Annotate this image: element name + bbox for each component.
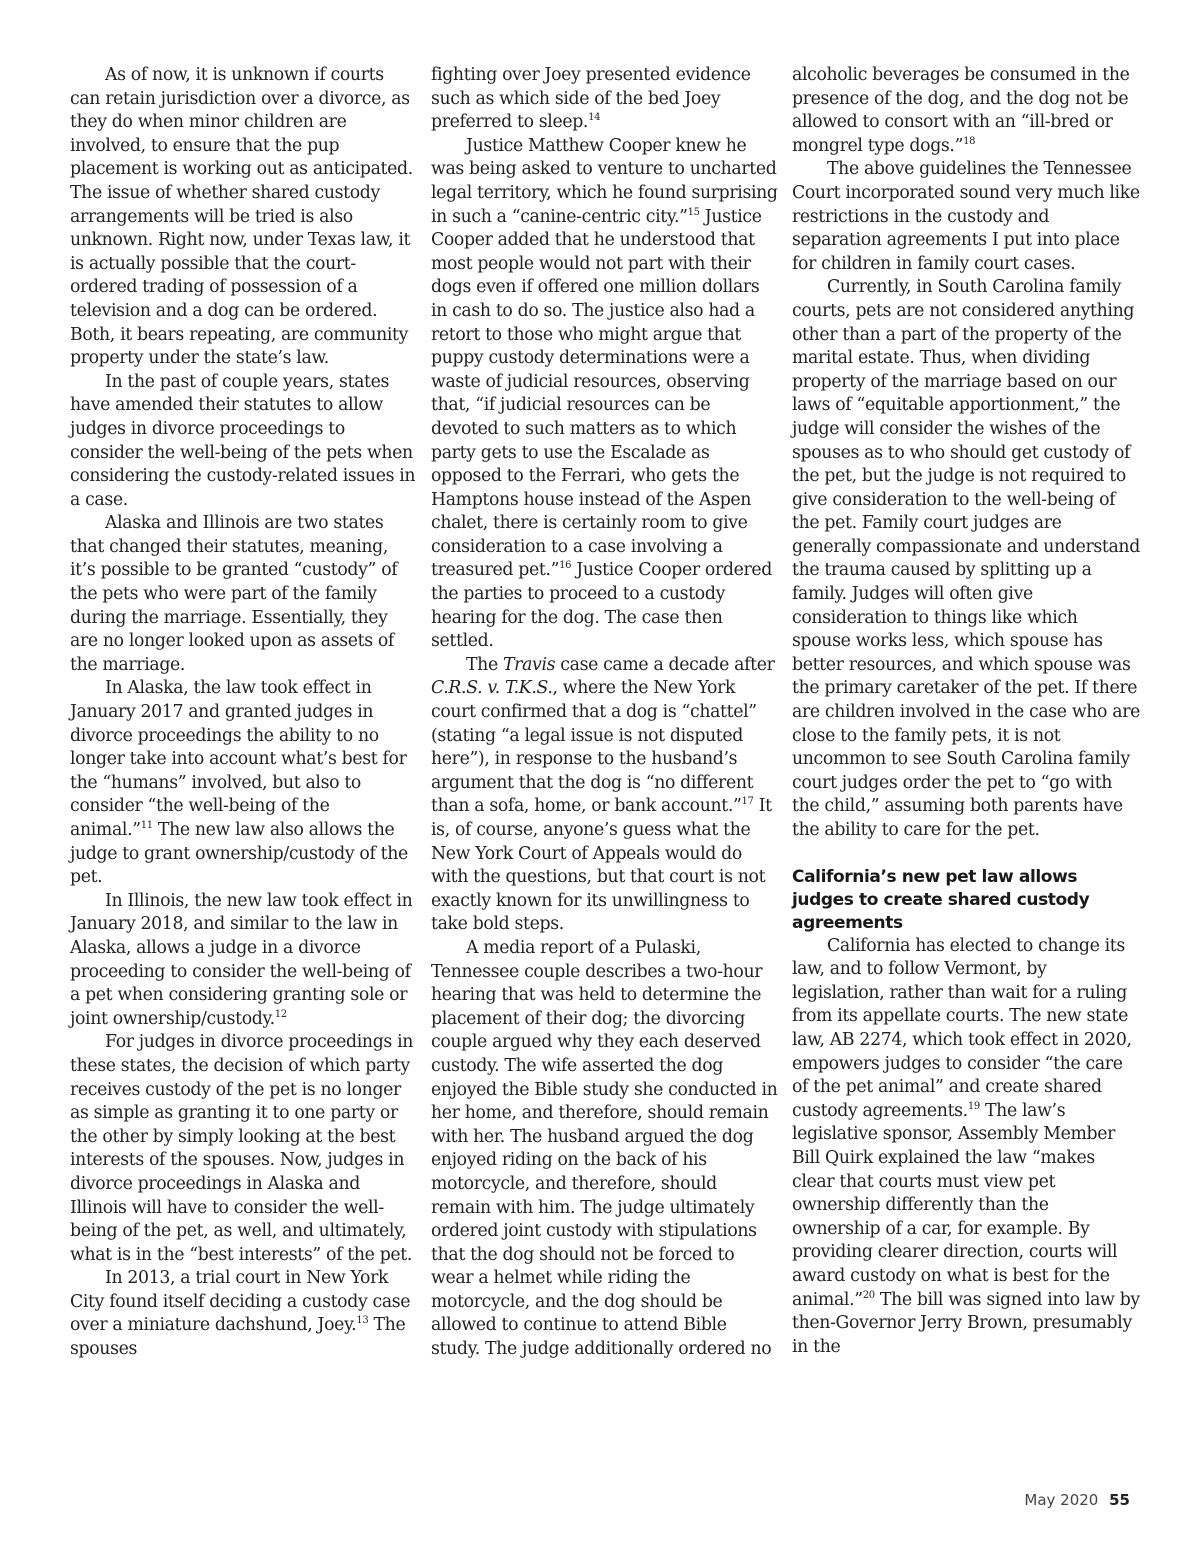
footnote-ref: 14 [588,112,601,124]
paragraph: For judges in divorce proceedings in these states, the decision of which party receives custody of the pet is no longer as simple as granting it to one party or the other by simply looking at the best interests of the spouses. Now, judges in divorce proceedings in Alaska and Illinois will have to consider the well-being of the pet, as well, and ultimately, what is in the “best interests” of the pet. [70,1032,414,1265]
paragraph: fighting over Joey presented evidence such as which side of the bed Joey preferred to sleep.$^{14}$ [431,65,751,133]
paragraph: The above guidelines the Tennessee Court incorporated sound very much like restrictions in the custody and separation agreements I put into place for children in family court cases. [792,159,1140,274]
footnote-ref: 17 [741,796,754,808]
paragraph: In 2013, a trial court in New York City found itself deciding a custody case over a miniature dachshund, Joey.$^{13}$ The spouses [70,1268,411,1360]
footnote-ref: 20 [862,1289,875,1301]
footnote-ref: 19 [967,1100,980,1112]
footnote-ref: 11 [140,820,153,832]
paragraph: California has elected to change its law, and to follow Vermont, by legislation, rather than wait for a ruling from its appellate courts. The new state law, AB 2274, which took effect in 2020, empowers judges to consider “the care of the pet animal” and create shared custody agreements.$^{19}$ The law’s legislative sponsor, Assembly Member Bill Quirk explained the law “makes clear that courts must view pet ownership differently than the ownership of a car, for example. By providing clearer direction, courts will award custody on what is best for the animal.”$^{20}$ The bill was signed into law by then-Governor Jerry Brown, presumably in the [792,935,1140,1357]
paragraph: A media report of a Pulaski, Tennessee couple describes a two-hour hearing that was held to determine the placement of their dog; the divorcing couple argued why they each deserved custody. The wife asserted the dog enjoyed the Bible study she conducted in her home, and therefore, should remain with her. The husband argued the dog enjoyed riding on the back of his motorcycle, and therefore, should remain with him. The judge ultimately ordered joint custody with stipulations that the dog should not be forced to wear a helmet while riding the motorcycle, and the dog should be allowed to continue to attend Bible study. The judge additionally ordered no [431,937,778,1360]
section-subheading: California’s new pet law allows judges to create shared custody agreements [792,866,1090,933]
case-name: C.R.S. v. T.K.S. [431,678,553,699]
article-column-1 [70,64,416,1362]
issue-date: May 2020 [1024,1491,1099,1509]
paragraph: The Travis case came a decade after C.R.S. v. T.K.S., where the New York court confirmed that a dog is “chattel” (stating “a legal issue is not disputed here”), in response to the husband’s argument that the dog is “no different than a sofa, home, or bank account.”$^{17}$ It is, of course, anyone’s guess what the New York Court of Appeals would do with the questions, but that court is not exactly known for its unwillingness to take bold steps. [431,654,775,935]
paragraph: As of now, it is unknown if courts can retain jurisdiction over a divorce, as they do when minor children are involved, to ensure that the pup placement is working out as anticipated. The issue of whether shared custody arrangements will be tried is also unknown. Right now, under Texas law, it is actually possible that the court-ordered trading of possession of a television and a dog can be ordered. Both, it bears repeating, are community property under the state’s law. [70,65,413,369]
footnote-ref: 16 [559,560,572,572]
paragraph: Justice Matthew Cooper knew he was being asked to venture to uncharted legal territory, which he found surprising in such a “canine-centric city.”$^{15}$ Justice Cooper added that he understood that most people would not part with their dogs even if offered one million dollars in cash to do so. The justice also had a retort to those who might argue that puppy custody determinations were a waste of judicial resources, observing that, “if judicial resources can be devoted to such matters as to which party gets to use the Escalade as opposed to the Ferrari, who gets the Hamptons house instead of the Aspen chalet, there is certainly room to give consideration to a case involving a treasured pet.”$^{16}$ Justice Cooper ordered the parties to proceed to a custody hearing for the dog. The case then settled. [431,135,778,652]
paragraph: In Illinois, the new law took effect in January 2018, and similar to the law in Alaska, allows a judge in a divorce proceeding to consider the well-being of a pet when considering granting sole or joint ownership/custody.$^{12}$ [70,890,413,1029]
footnote-ref: 18 [963,136,976,148]
page-number: 55 [1109,1491,1130,1509]
page-footer [1024,1491,1130,1509]
footnote-ref: 15 [687,206,700,218]
paragraph: alcoholic beverages be consumed in the presence of the dog, and the dog not be allowed to consort with an “ill-bred or mongrel type dogs.”$^{18}$ [792,65,1130,156]
footnote-ref: 12 [274,1008,287,1020]
case-name: Travis [502,654,556,675]
paragraph: In the past of couple years, states have amended their statutes to allow judges in divorce proceedings to consider the well-being of the pets when considering the custody-related issues in a case. [70,371,416,510]
paragraph: Currently, in South Carolina family courts, pets are not considered anything other than a part of the property of the marital estate. Thus, when dividing property of the marriage based on our laws of “equitable apportionment,” the judge will consider the wishes of the spouses as to who should get custody of the pet, but the judge is not required to give consideration to the well-being of the pet. Family court judges are generally compassionate and understand the trauma caused by splitting up a family. Judges will often give consideration to things like which spouse works less, which spouse has better resources, and which spouse was the primary caretaker of the pet. If there are children involved in the case who are close to the family pets, it is not uncommon to see South Carolina family court judges order the pet to “go with the child,” assuming both parents have the ability to care for the pet. [792,277,1140,840]
paragraph: In Alaska, the law took effect in January 2017 and granted judges in divorce proceedings the ability to no longer take into account what’s best for the “humans” involved, but also to consider “the well-being of the animal.”$^{11}$ The new law also allows the judge to grant ownership/custody of the pet. [70,678,408,888]
footnote-ref: 13 [356,1315,369,1327]
article-column-3 [792,64,1140,1359]
paragraph: Alaska and Illinois are two states that changed their statutes, meaning, it’s possible to be granted “custody” of the pets who were part of the family during the marriage. Essentially, they are no longer looked upon as assets of the marriage. [70,513,398,675]
article-column-2 [431,64,778,1362]
